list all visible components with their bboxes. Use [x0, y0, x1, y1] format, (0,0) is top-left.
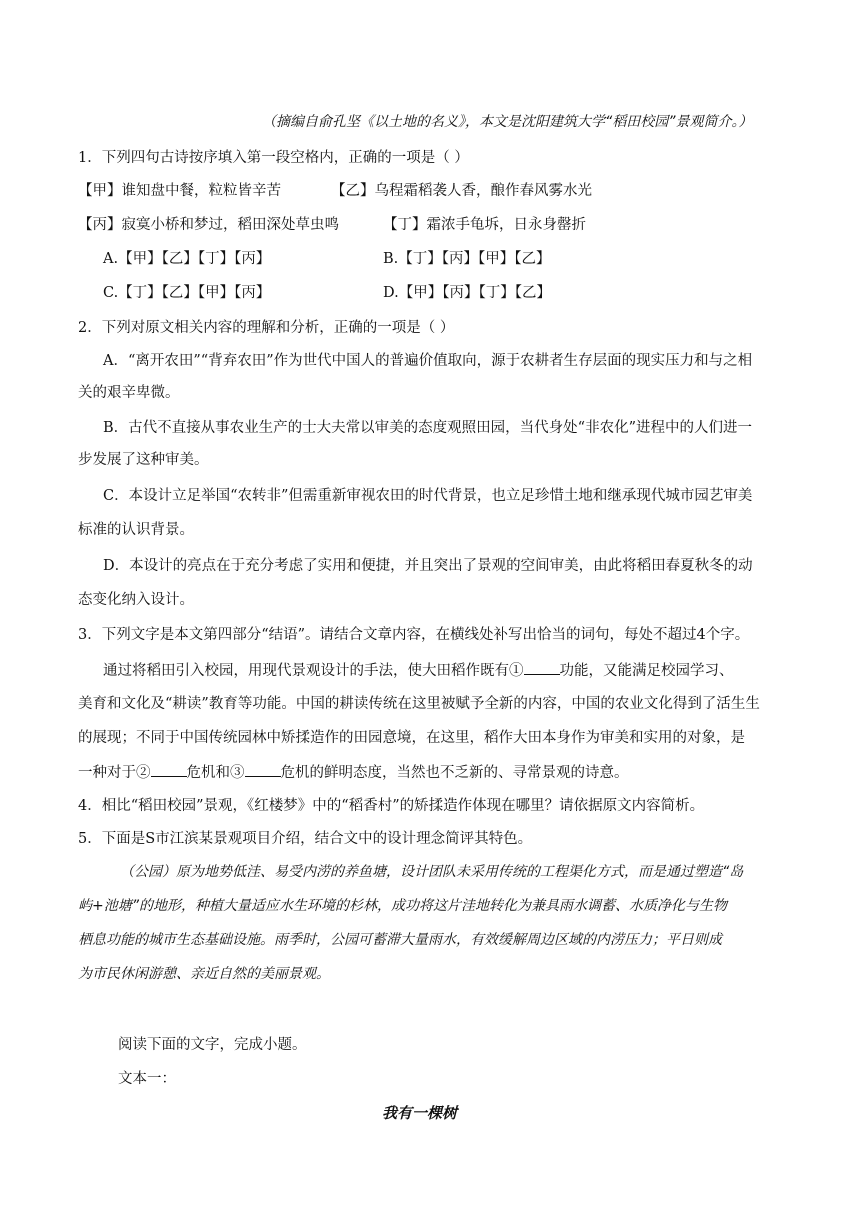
blank-2[interactable] — [151, 762, 187, 777]
q3-stem: 3．下列文字是本文第四部分“结语”。请结合文章内容，在横线处补写出恰当的词句，每处不超过4个字。 — [78, 627, 750, 643]
q1-verse-yi: 【乙】乌程霜稻袭人香，酿作春风雾水光 — [331, 183, 592, 199]
q3-para-line3: 的展现；不同于中国传统园林中矫揉造作的田园意境，在这里，稻作大田本身作为审美和实用的对象，是 — [78, 730, 745, 746]
text-one-label: 文本一： — [118, 1071, 176, 1087]
q2-option-d-line1: D．本设计的亮点在于充分考虑了实用和便捷，并且突出了景观的空间审美，由此将稻田春夏秋冬的动 — [103, 558, 753, 574]
q3-para-line4-b: 危机和③ — [186, 765, 245, 781]
q3-para-line4-a: 一种对于② — [78, 765, 151, 781]
q2-option-b-line1: B．古代不直接从事农业生产的士大夫常以审美的态度观照田园，当代身处“非农化”进程中的人们进一 — [103, 420, 752, 436]
q3-para-line4-c: 危机的鲜明态度，当然也不乏新的、寻常景观的诗意。 — [280, 765, 629, 781]
q1-verse-ding: 【丁】霜浓手龟坼，日永身罄折 — [383, 217, 586, 233]
article-title: 我有一棵树 — [382, 1104, 458, 1122]
q2-option-b-line2: 步发展了这种审美。 — [78, 452, 209, 468]
q3-para-line1-b: 功能，又能满足校园学习、 — [559, 663, 734, 679]
q2-option-c-line2: 标准的认识背景。 — [78, 522, 194, 538]
q3-para-line2: 美育和文化及“耕读”教育等功能。中国的耕读传统在这里被赋予全新的内容，中国的农业文化得到了活生生 — [78, 696, 760, 712]
q1-option-a: A.【甲】【乙】【丁】【丙】 — [103, 251, 271, 267]
reading-intro: 阅读下面的文字，完成小题。 — [118, 1037, 307, 1053]
q1-option-b: B.【丁】【丙】【甲】【乙】 — [383, 251, 551, 267]
source-note: （摘编自俞孔坚《以土地的名义》，本文是沈阳建筑大学“稻田校园”景观简介。） — [262, 114, 753, 130]
q5-material-line3: 栖息功能的城市生态基础设施。雨季时，公园可蓄滞大量雨水，有效缓解周边区域的内涝压力；平日则成 — [78, 932, 722, 948]
q1-stem: 1．下列四句古诗按序填入第一段空格内，正确的一项是（ ） — [78, 150, 469, 166]
q1-verse-jia: 【甲】谁知盘中餐，粒粒皆辛苦 — [78, 183, 281, 199]
q5-material-line4: 为市民休闲游憩、亲近自然的美丽景观。 — [78, 966, 330, 982]
q1-option-c: C.【丁】【乙】【甲】【丙】 — [103, 285, 271, 301]
q5-material-line1: （公园）原为地势低洼、易受内涝的养鱼塘，设计团队未采用传统的工程渠化方式，而是通过塑造“岛 — [120, 864, 744, 880]
blank-1[interactable] — [524, 660, 560, 675]
q5-material-line2: 屿+池塘”的地形，种植大量适应水生环境的杉林，成功将这片洼地转化为兼具雨水调蓄、水质净化与生物 — [78, 898, 727, 914]
q1-verse-bing: 【丙】寂寞小桥和梦过，稻田深处草虫鸣 — [78, 217, 339, 233]
q5-stem: 5．下面是S市江滨某景观项目介绍，结合文中的设计理念简评其特色。 — [78, 831, 533, 847]
q2-stem: 2．下列对原文相关内容的理解和分析，正确的一项是（ ） — [78, 320, 455, 336]
q2-option-c-line1: C．本设计立足举国“农转非”但需重新审视农田的时代背景，也立足珍惜土地和继承现代城市园艺审美 — [103, 488, 753, 504]
q3-para-line1-a: 通过将稻田引入校园，用现代景观设计的手法，使大田稻作既有① — [103, 663, 524, 679]
q2-option-a-line2: 关的艰辛卑微。 — [78, 385, 180, 401]
q3-para-line4 — [78, 762, 629, 783]
blank-3[interactable] — [245, 762, 281, 777]
q4-stem: 4．相比“稻田校园”景观，《红楼梦》中的“稻香村”的矫揉造作体现在哪里？请依据原文内容简析。 — [78, 798, 705, 814]
q3-para-line1 — [103, 660, 734, 681]
q2-option-a-line1: A．“离开农田”“背弃农田”作为世代中国人的普遍价值取向，源于农耕者生存层面的现实压力和与之相 — [103, 353, 753, 369]
q2-option-d-line2: 态变化纳入设计。 — [78, 592, 194, 608]
q1-option-d: D.【甲】【丙】【丁】【乙】 — [383, 285, 551, 301]
